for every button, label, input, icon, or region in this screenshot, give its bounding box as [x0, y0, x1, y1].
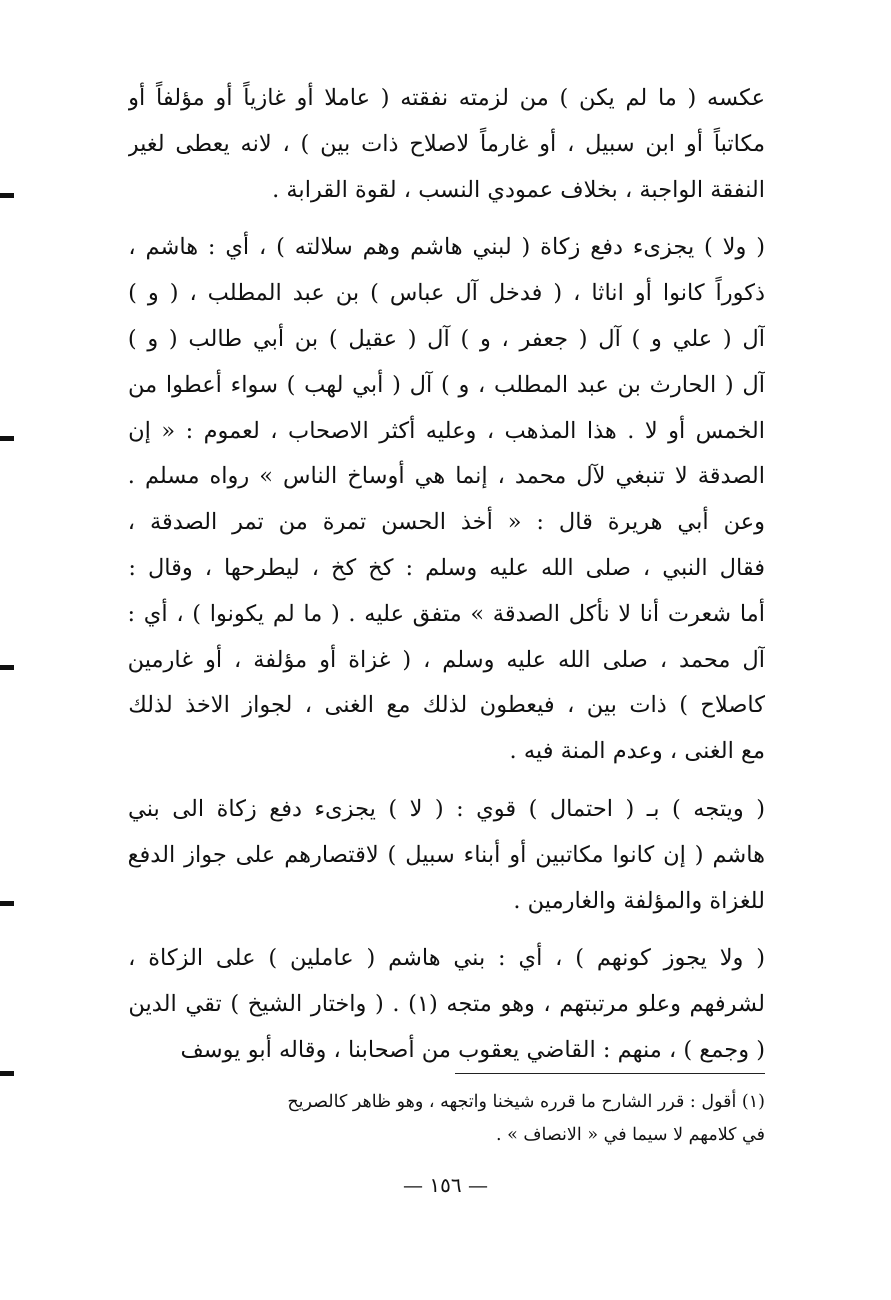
margin-mark: [0, 193, 14, 198]
text-line: أما شعرت أنا لا نأكل الصدقة » متفق عليه . ( ما لم يكونوا ) ، أي :: [128, 600, 765, 627]
text-line: آل ( علي و ) آل ( جعفر ، و ) آل ( عقيل ) بن أبي طالب ( و ): [128, 325, 765, 352]
text-line: النفقة الواجبة ، بخلاف عمودي النسب ، لقوة القرابة .: [272, 176, 765, 203]
footnote-divider: [455, 1073, 765, 1074]
margin-mark: [0, 901, 14, 906]
text-line: عكسه ( ما لم يكن ) من لزمته نفقته ( عاملا أو غازياً أو مؤلفاً أو: [128, 85, 765, 111]
main-text: [128, 76, 765, 1074]
text-line: آل ( الحارث بن عبد المطلب ، و ) آل ( أبي لهب ) سواء أعطوا من: [128, 371, 765, 398]
text-line: ( ولا ) يجزىء دفع زكاة ( لبني هاشم وهم سلالته ) ، أي : هاشم ،: [128, 234, 765, 261]
text-line: كاصلاح ) ذات بين ، فيعطون لذلك مع الغنى ، لجواز الاخذ لذلك: [128, 692, 765, 719]
footnote-line: في كلامهم لا سيما في « الانصاف » .: [496, 1125, 765, 1145]
text-line: الصدقة لا تنبغي لآل محمد ، إنما هي أوساخ الناس » رواه مسلم .: [128, 463, 765, 490]
text-line: لشرفهم وعلو مرتبتهم ، وهو متجه (١) . ( واختار الشيخ ) تقي الدين: [128, 991, 765, 1018]
text-line: الخمس أو لا . هذا المذهب ، وعليه أكثر الاصحاب ، لعموم : « إن: [128, 417, 765, 444]
paragraph: [128, 76, 765, 213]
text-line: ذكوراً كانوا أو اناثا ، ( فدخل آل عباس ) بن عبد المطلب ، ( و ): [128, 280, 765, 307]
margin-mark: [0, 1071, 14, 1076]
margin-mark: [0, 665, 14, 670]
text-line: للغزاة والمؤلفة والغارمين .: [513, 887, 765, 914]
text-line: فقال النبي ، صلى الله عليه وسلم : كخ كخ ، ليطرحها ، وقال :: [128, 554, 765, 581]
margin-mark: [0, 436, 14, 441]
text-line: مع الغنى ، وعدم المنة فيه .: [509, 738, 765, 765]
text-line: هاشم ( إن كانوا مكاتبين أو أبناء سبيل ) لاقتصارهم على جواز الدفع: [128, 841, 765, 868]
text-line: ( ويتجه ) بـ ( احتمال ) قوي : ( لا ) يجزىء دفع زكاة الى بني: [128, 795, 765, 822]
paragraph: [128, 225, 765, 775]
paragraph: [128, 936, 765, 1073]
text-line: آل محمد ، صلى الله عليه وسلم ، ( غزاة أو مؤلفة ، أو غارمين: [128, 646, 765, 673]
footnote-line: (١) أقول : قرر الشارح ما قرره شيخنا واتجهه ، وهو ظاهر كالصريح: [287, 1092, 765, 1112]
text-line: وعن أبي هريرة قال : « أخذ الحسن تمرة من تمر الصدقة ،: [128, 509, 765, 536]
text-line: ( وجمع ) ، منهم : القاضي يعقوب من أصحابنا ، وقاله أبو يوسف: [180, 1036, 765, 1063]
page-number: — ١٥٦ —: [403, 1173, 488, 1197]
paragraph: [128, 787, 765, 924]
footnotes: [128, 1086, 765, 1152]
text-line: ( ولا يجوز كونهم ) ، أي : بني هاشم ( عاملين ) على الزكاة ،: [128, 945, 765, 972]
text-line: مكاتباً أو ابن سبيل ، أو غارماً لاصلاح ذات بين ) ، لانه يعطى لغير: [128, 130, 765, 157]
